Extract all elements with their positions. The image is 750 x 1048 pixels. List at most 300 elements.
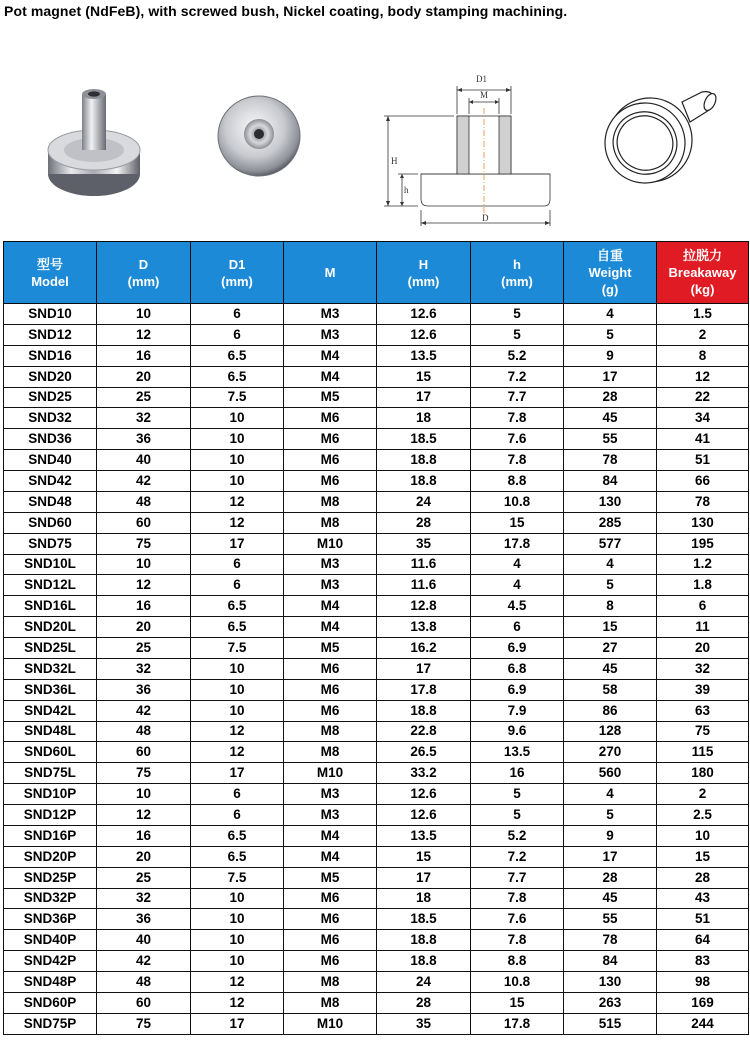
product-images	[0, 24, 750, 238]
cell-breakaway: 39	[657, 679, 749, 700]
cell-m: M4	[284, 366, 377, 387]
cell-d: 48	[97, 972, 191, 993]
cell-h-total: 18.5	[377, 909, 471, 930]
cell-d1: 12	[191, 742, 284, 763]
cell-h-small: 6.8	[471, 658, 564, 679]
cell-m: M8	[284, 742, 377, 763]
cell-breakaway: 11	[657, 617, 749, 638]
cell-h-total: 17	[377, 867, 471, 888]
cell-weight: 130	[564, 491, 657, 512]
cell-d: 32	[97, 408, 191, 429]
table-row	[4, 512, 749, 533]
cell-h-small: 9.6	[471, 721, 564, 742]
cell-d: 42	[97, 471, 191, 492]
cell-m: M4	[284, 345, 377, 366]
cell-breakaway: 169	[657, 992, 749, 1013]
table-row	[4, 450, 749, 471]
col-header-model	[4, 242, 97, 304]
cell-m: M3	[284, 304, 377, 325]
cell-h-small: 5	[471, 304, 564, 325]
cell-d: 40	[97, 930, 191, 951]
header-text: (g)	[601, 282, 619, 297]
table-row	[4, 867, 749, 888]
cell-weight: 17	[564, 846, 657, 867]
cell-d1: 10	[191, 888, 284, 909]
cell-h-small: 13.5	[471, 742, 564, 763]
cell-m: M4	[284, 825, 377, 846]
cell-m: M6	[284, 700, 377, 721]
cell-h-small: 7.2	[471, 366, 564, 387]
cell-d: 48	[97, 491, 191, 512]
cell-h-small: 5	[471, 784, 564, 805]
magnet-side-photo	[44, 64, 144, 214]
cell-model: SND10L	[4, 554, 97, 575]
drawing-label-d1: D1	[476, 74, 487, 84]
cell-weight: 263	[564, 992, 657, 1013]
cell-d1: 6	[191, 324, 284, 345]
cell-h-small: 8.8	[471, 471, 564, 492]
cell-d1: 12	[191, 721, 284, 742]
cell-model: SND60L	[4, 742, 97, 763]
cell-weight: 78	[564, 450, 657, 471]
table-row	[4, 366, 749, 387]
table-row	[4, 700, 749, 721]
cell-m: M6	[284, 951, 377, 972]
cell-breakaway: 12	[657, 366, 749, 387]
cell-model: SND12P	[4, 805, 97, 826]
cell-h-total: 17.8	[377, 679, 471, 700]
cell-h-total: 13.5	[377, 825, 471, 846]
cell-h-total: 24	[377, 972, 471, 993]
col-header-h-total	[377, 242, 471, 304]
cell-h-total: 18.8	[377, 471, 471, 492]
cell-m: M4	[284, 596, 377, 617]
cell-d: 16	[97, 596, 191, 617]
cell-d1: 10	[191, 408, 284, 429]
header-text: M	[324, 265, 336, 280]
cell-breakaway: 83	[657, 951, 749, 972]
table-row	[4, 1013, 749, 1034]
cell-d1: 6.5	[191, 617, 284, 638]
cell-weight: 55	[564, 909, 657, 930]
cell-breakaway: 1.5	[657, 304, 749, 325]
cell-h-total: 28	[377, 512, 471, 533]
cell-m: M5	[284, 387, 377, 408]
cell-h-small: 7.6	[471, 429, 564, 450]
cell-m: M10	[284, 1013, 377, 1034]
table-row	[4, 638, 749, 659]
header-text: (kg)	[690, 282, 715, 297]
cell-weight: 45	[564, 888, 657, 909]
cell-weight: 28	[564, 387, 657, 408]
cell-d1: 6.5	[191, 825, 284, 846]
drawing-label-small-h: h	[404, 185, 409, 195]
cell-m: M6	[284, 450, 377, 471]
col-header-d1	[191, 242, 284, 304]
cell-weight: 45	[564, 408, 657, 429]
cell-d1: 6	[191, 805, 284, 826]
cell-d1: 10	[191, 658, 284, 679]
table-row	[4, 951, 749, 972]
cell-d1: 6.5	[191, 596, 284, 617]
col-header-h-small	[471, 242, 564, 304]
drawing-label-d: D	[482, 213, 489, 223]
spec-table	[3, 241, 749, 1035]
cell-d: 60	[97, 512, 191, 533]
cell-d: 48	[97, 721, 191, 742]
col-header-weight	[564, 242, 657, 304]
cell-d: 12	[97, 805, 191, 826]
cell-weight: 8	[564, 596, 657, 617]
cell-d: 60	[97, 992, 191, 1013]
cell-breakaway: 6	[657, 596, 749, 617]
cell-d1: 12	[191, 972, 284, 993]
table-body	[4, 304, 749, 1035]
cell-h-total: 18.5	[377, 429, 471, 450]
table-row	[4, 387, 749, 408]
table-row	[4, 763, 749, 784]
cell-breakaway: 1.8	[657, 575, 749, 596]
table-row	[4, 324, 749, 345]
cell-d1: 7.5	[191, 867, 284, 888]
cell-m: M10	[284, 533, 377, 554]
cell-model: SND75L	[4, 763, 97, 784]
cell-model: SND20P	[4, 846, 97, 867]
table-row	[4, 721, 749, 742]
cell-d: 10	[97, 554, 191, 575]
cell-weight: 45	[564, 658, 657, 679]
cell-m: M10	[284, 763, 377, 784]
cell-h-total: 16.2	[377, 638, 471, 659]
cell-h-total: 15	[377, 366, 471, 387]
cell-h-small: 7.9	[471, 700, 564, 721]
cell-h-total: 35	[377, 533, 471, 554]
cell-breakaway: 2	[657, 784, 749, 805]
cell-weight: 560	[564, 763, 657, 784]
cell-h-total: 35	[377, 1013, 471, 1034]
cell-breakaway: 195	[657, 533, 749, 554]
cell-m: M6	[284, 429, 377, 450]
header-text: h	[513, 256, 521, 272]
cell-model: SND75	[4, 533, 97, 554]
cell-model: SND42	[4, 471, 97, 492]
cell-h-small: 7.2	[471, 846, 564, 867]
table-row	[4, 554, 749, 575]
cell-h-total: 18.8	[377, 700, 471, 721]
cell-m: M8	[284, 491, 377, 512]
cell-d: 75	[97, 1013, 191, 1034]
cell-breakaway: 2.5	[657, 805, 749, 826]
cell-breakaway: 75	[657, 721, 749, 742]
cell-m: M5	[284, 638, 377, 659]
header-text: (mm)	[127, 273, 160, 289]
cell-m: M6	[284, 909, 377, 930]
table-row	[4, 408, 749, 429]
cell-breakaway: 43	[657, 888, 749, 909]
table-row	[4, 972, 749, 993]
cell-d: 16	[97, 825, 191, 846]
magnet-perspective-drawing	[598, 82, 720, 194]
cell-h-small: 4	[471, 554, 564, 575]
cell-m: M8	[284, 721, 377, 742]
cell-model: SND60P	[4, 992, 97, 1013]
cell-weight: 5	[564, 575, 657, 596]
cell-model: SND16	[4, 345, 97, 366]
cell-h-total: 17	[377, 387, 471, 408]
cell-h-small: 7.8	[471, 450, 564, 471]
cell-m: M6	[284, 888, 377, 909]
cell-d1: 6	[191, 304, 284, 325]
cell-h-small: 15	[471, 512, 564, 533]
cell-weight: 128	[564, 721, 657, 742]
cell-breakaway: 244	[657, 1013, 749, 1034]
cell-weight: 5	[564, 805, 657, 826]
cell-h-total: 11.6	[377, 575, 471, 596]
cell-weight: 58	[564, 679, 657, 700]
cell-breakaway: 63	[657, 700, 749, 721]
cell-d1: 6	[191, 554, 284, 575]
cell-breakaway: 15	[657, 846, 749, 867]
header-text: 拉脱力	[682, 248, 722, 263]
cell-h-total: 22.8	[377, 721, 471, 742]
cell-h-total: 12.6	[377, 324, 471, 345]
cell-d: 40	[97, 450, 191, 471]
cell-weight: 515	[564, 1013, 657, 1034]
cell-model: SND32P	[4, 888, 97, 909]
table-row	[4, 846, 749, 867]
header-text: D1	[228, 256, 246, 272]
cell-h-small: 17.8	[471, 533, 564, 554]
cell-model: SND40	[4, 450, 97, 471]
cell-h-small: 7.8	[471, 408, 564, 429]
cell-weight: 4	[564, 554, 657, 575]
cell-h-total: 11.6	[377, 554, 471, 575]
header-text: Weight	[588, 265, 632, 280]
cell-model: SND36	[4, 429, 97, 450]
cell-model: SND48	[4, 491, 97, 512]
cell-h-total: 18	[377, 408, 471, 429]
cell-d1: 6	[191, 784, 284, 805]
cell-h-small: 10.8	[471, 972, 564, 993]
cell-breakaway: 51	[657, 450, 749, 471]
cell-h-small: 7.8	[471, 888, 564, 909]
table-row	[4, 491, 749, 512]
cell-weight: 270	[564, 742, 657, 763]
cell-h-total: 15	[377, 846, 471, 867]
table-row	[4, 784, 749, 805]
cell-model: SND20L	[4, 617, 97, 638]
cell-m: M8	[284, 992, 377, 1013]
header-text: Breakaway	[668, 265, 737, 280]
cell-weight: 4	[564, 784, 657, 805]
cell-breakaway: 180	[657, 763, 749, 784]
cell-h-total: 12.8	[377, 596, 471, 617]
cell-weight: 27	[564, 638, 657, 659]
cell-d1: 6.5	[191, 345, 284, 366]
cell-h-small: 6.9	[471, 679, 564, 700]
cell-h-total: 18	[377, 888, 471, 909]
table-row	[4, 575, 749, 596]
cell-d: 36	[97, 909, 191, 930]
table-row	[4, 992, 749, 1013]
cell-m: M3	[284, 805, 377, 826]
cell-h-total: 12.6	[377, 784, 471, 805]
cell-model: SND25L	[4, 638, 97, 659]
cell-h-small: 5.2	[471, 345, 564, 366]
cell-d: 25	[97, 638, 191, 659]
cell-h-small: 6	[471, 617, 564, 638]
table-row	[4, 533, 749, 554]
cell-h-total: 12.6	[377, 805, 471, 826]
cell-breakaway: 34	[657, 408, 749, 429]
cell-h-total: 26.5	[377, 742, 471, 763]
cell-breakaway: 20	[657, 638, 749, 659]
cell-model: SND12	[4, 324, 97, 345]
cell-d1: 6	[191, 575, 284, 596]
cell-d1: 12	[191, 491, 284, 512]
table-row	[4, 429, 749, 450]
cell-model: SND48P	[4, 972, 97, 993]
cell-h-small: 5	[471, 324, 564, 345]
cell-d1: 17	[191, 533, 284, 554]
cell-weight: 84	[564, 951, 657, 972]
cell-h-total: 13.5	[377, 345, 471, 366]
cell-breakaway: 64	[657, 930, 749, 951]
cell-d1: 7.5	[191, 387, 284, 408]
cell-breakaway: 51	[657, 909, 749, 930]
cell-breakaway: 78	[657, 491, 749, 512]
cell-h-small: 7.6	[471, 909, 564, 930]
col-header-breakaway	[657, 242, 749, 304]
cell-breakaway: 8	[657, 345, 749, 366]
cell-model: SND36P	[4, 909, 97, 930]
col-header-m	[284, 242, 377, 304]
header-text: (mm)	[501, 273, 533, 289]
header-text: Model	[31, 273, 69, 289]
cell-weight: 130	[564, 972, 657, 993]
cell-breakaway: 28	[657, 867, 749, 888]
table-row	[4, 679, 749, 700]
cell-d1: 7.5	[191, 638, 284, 659]
cell-weight: 84	[564, 471, 657, 492]
table-row	[4, 596, 749, 617]
cell-breakaway: 98	[657, 972, 749, 993]
cell-d: 60	[97, 742, 191, 763]
cell-h-small: 5.2	[471, 825, 564, 846]
cell-model: SND36L	[4, 679, 97, 700]
cell-m: M4	[284, 846, 377, 867]
cell-d: 20	[97, 846, 191, 867]
cell-d: 42	[97, 700, 191, 721]
cell-d: 25	[97, 387, 191, 408]
table-row	[4, 909, 749, 930]
technical-drawing	[376, 46, 561, 231]
cell-d1: 10	[191, 930, 284, 951]
cell-d1: 10	[191, 450, 284, 471]
cell-weight: 577	[564, 533, 657, 554]
cell-h-small: 5	[471, 805, 564, 826]
cell-d: 12	[97, 324, 191, 345]
cell-h-total: 28	[377, 992, 471, 1013]
cell-d: 32	[97, 888, 191, 909]
col-header-d	[97, 242, 191, 304]
cell-d: 75	[97, 763, 191, 784]
cell-model: SND75P	[4, 1013, 97, 1034]
cell-m: M6	[284, 408, 377, 429]
cell-model: SND48L	[4, 721, 97, 742]
cell-d: 36	[97, 679, 191, 700]
cell-d1: 10	[191, 679, 284, 700]
cell-d1: 17	[191, 763, 284, 784]
cell-h-small: 16	[471, 763, 564, 784]
table-row	[4, 658, 749, 679]
table-row	[4, 304, 749, 325]
cell-model: SND20	[4, 366, 97, 387]
cell-breakaway: 22	[657, 387, 749, 408]
cell-d: 25	[97, 867, 191, 888]
cell-d: 36	[97, 429, 191, 450]
cell-m: M6	[284, 679, 377, 700]
table-row	[4, 888, 749, 909]
cell-weight: 28	[564, 867, 657, 888]
cell-h-total: 12.6	[377, 304, 471, 325]
cell-weight: 78	[564, 930, 657, 951]
cell-m: M6	[284, 471, 377, 492]
cell-model: SND10P	[4, 784, 97, 805]
cell-model: SND12L	[4, 575, 97, 596]
cell-weight: 55	[564, 429, 657, 450]
cell-d: 20	[97, 366, 191, 387]
cell-breakaway: 115	[657, 742, 749, 763]
cell-h-total: 18.8	[377, 930, 471, 951]
cell-h-total: 13.8	[377, 617, 471, 638]
cell-h-small: 4.5	[471, 596, 564, 617]
table-row	[4, 345, 749, 366]
header-text: D	[138, 256, 149, 272]
cell-model: SND16P	[4, 825, 97, 846]
cell-m: M4	[284, 617, 377, 638]
cell-model: SND42L	[4, 700, 97, 721]
header-text: H	[418, 256, 429, 272]
cell-weight: 86	[564, 700, 657, 721]
cell-h-small: 7.8	[471, 930, 564, 951]
cell-d1: 6.5	[191, 846, 284, 867]
cell-model: SND32	[4, 408, 97, 429]
table-header-row	[4, 242, 749, 304]
cell-model: SND25P	[4, 867, 97, 888]
cell-h-total: 18.8	[377, 951, 471, 972]
cell-model: SND42P	[4, 951, 97, 972]
cell-model: SND32L	[4, 658, 97, 679]
cell-weight: 9	[564, 825, 657, 846]
magnet-top-photo	[214, 90, 304, 180]
header-text: 型号	[36, 256, 63, 272]
cell-weight: 9	[564, 345, 657, 366]
cell-m: M3	[284, 554, 377, 575]
cell-weight: 15	[564, 617, 657, 638]
cell-h-small: 7.7	[471, 387, 564, 408]
cell-model: SND60	[4, 512, 97, 533]
cell-d1: 6.5	[191, 366, 284, 387]
cell-breakaway: 2	[657, 324, 749, 345]
cell-m: M5	[284, 867, 377, 888]
cell-model: SND10	[4, 304, 97, 325]
cell-m: M8	[284, 512, 377, 533]
table-row	[4, 617, 749, 638]
cell-d: 16	[97, 345, 191, 366]
cell-m: M8	[284, 972, 377, 993]
cell-d: 20	[97, 617, 191, 638]
